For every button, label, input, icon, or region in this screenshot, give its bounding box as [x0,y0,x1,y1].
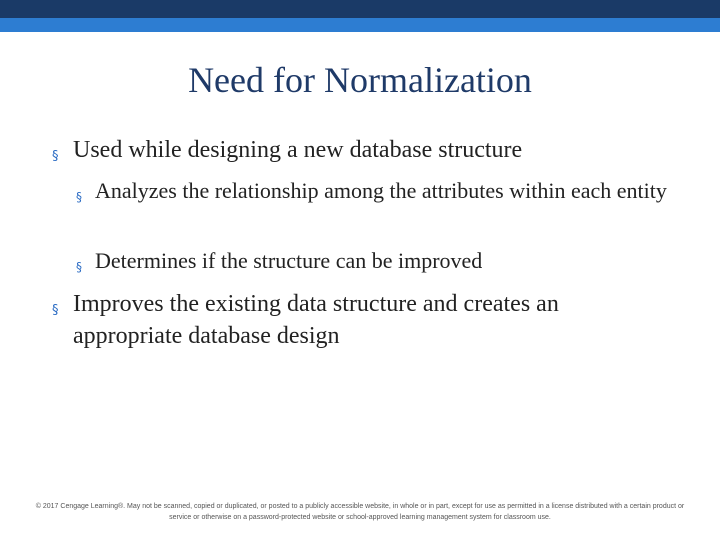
copyright-footer: © 2017 Cengage Learning®. May not be scanned, copied or duplicated, or posted to a publicly accessible website, in whole or in part, except for use as permitted in a license distributed with a certain product or service or otherwise on a password-protected website or school-approved learning management system for classroom use. [35,503,685,521]
bullet-icon: § [52,149,59,164]
header-band-light [0,18,720,32]
bullet-item-level2 [76,247,676,275]
bullet-icon: § [76,260,82,274]
bullet-text: Determines if the structure can be improved [95,248,483,273]
bullet-item-level1 [52,288,672,352]
bullet-icon: § [76,190,82,204]
bullet-text: Analyzes the relationship among the attributes within each entity [95,178,667,203]
bullet-text: Improves the existing data structure and creates an appropriate database design [73,291,559,349]
bullet-text: Used while designing a new database structure [73,137,523,163]
header-band-dark [0,0,720,18]
slide-title: Need for Normalization [188,60,532,100]
bullet-icon: § [52,303,59,318]
bullet-item-level2 [76,177,676,205]
bullet-item-level1 [52,136,672,164]
